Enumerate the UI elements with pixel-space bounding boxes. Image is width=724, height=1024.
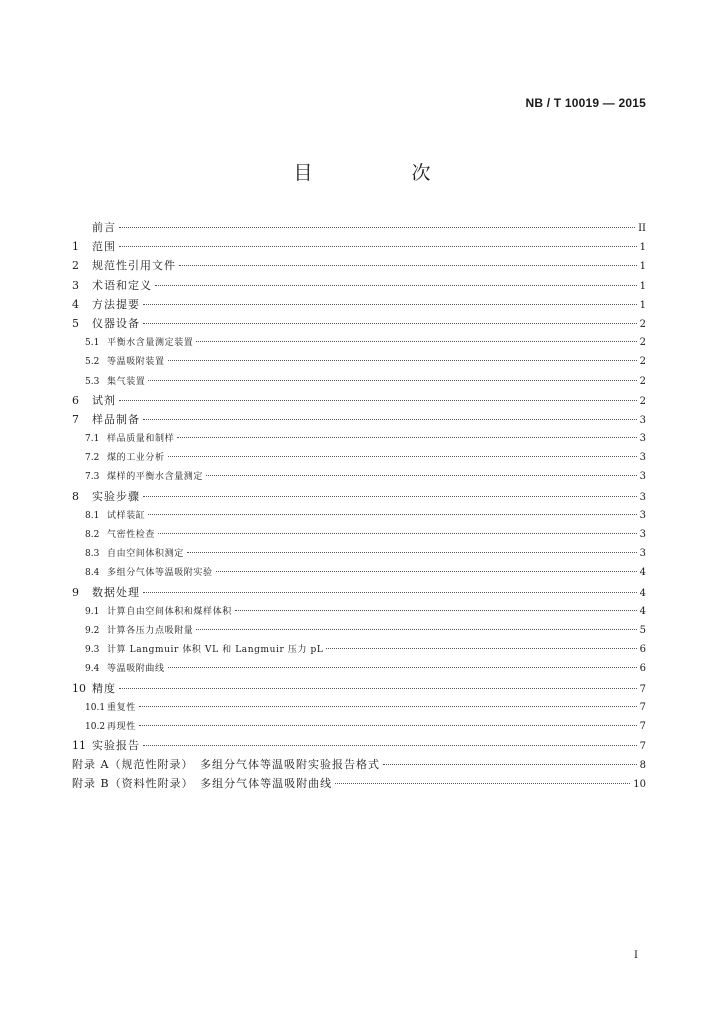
toc-entry-page: 5 xyxy=(639,624,646,636)
toc-entry-title: 数据处理 xyxy=(92,585,140,599)
toc-dot-leader xyxy=(143,496,637,497)
toc-entry-title: 再现性 xyxy=(107,721,136,732)
toc-entry-number: 7 xyxy=(72,412,79,426)
toc-entry-number: 9.3 xyxy=(85,645,100,656)
toc-dot-leader xyxy=(139,706,637,707)
toc-dot-leader xyxy=(143,323,637,324)
toc-entry-title: 集气装置 xyxy=(107,376,146,387)
toc-entry-page: 6 xyxy=(639,663,646,675)
toc-entry-page: 2 xyxy=(639,356,646,368)
toc-entry-page: 10 xyxy=(633,779,646,791)
toc-entry-page: 3 xyxy=(639,433,646,445)
toc-entry-title: 样品制备 xyxy=(92,412,140,426)
toc-entry-title: 前言 xyxy=(92,221,116,234)
toc-entry-number: 8 xyxy=(72,489,79,503)
toc-dot-leader xyxy=(179,265,637,266)
toc-entry[interactable] xyxy=(72,352,646,371)
toc-entry-page: 7 xyxy=(639,720,646,732)
toc-entry-number: 5.2 xyxy=(85,357,100,368)
toc-entry[interactable] xyxy=(72,717,646,736)
toc-entry-page: 4 xyxy=(639,605,646,617)
toc-entry[interactable] xyxy=(72,621,646,640)
toc-entry-page: 2 xyxy=(639,375,646,387)
toc-dot-leader xyxy=(177,437,636,438)
toc-entry[interactable] xyxy=(72,391,646,410)
toc-entry-number: 5.3 xyxy=(85,376,100,387)
toc-entry-page: 1 xyxy=(639,261,646,273)
toc-entry-page: 3 xyxy=(639,529,646,540)
toc-entry-page: 4 xyxy=(639,587,646,599)
toc-entry-title: 精度 xyxy=(92,681,116,695)
toc-entry[interactable] xyxy=(72,429,646,448)
toc-entry-page: 1 xyxy=(639,242,646,254)
toc-entry-title: 仪器设备 xyxy=(92,316,140,330)
toc-dot-leader xyxy=(326,648,636,649)
toc-dot-leader xyxy=(168,667,637,668)
toc-entry-page: 3 xyxy=(639,509,646,521)
toc-entry-page: 3 xyxy=(639,491,646,503)
toc-entry-page: 7 xyxy=(639,701,646,713)
toc-entry[interactable] xyxy=(72,640,646,659)
toc-entry-page: 3 xyxy=(639,414,646,426)
toc-entry[interactable] xyxy=(72,276,646,295)
page-title: 目 次 xyxy=(293,162,471,184)
toc-entry-title: 计算各压力点吸附量 xyxy=(107,625,194,636)
toc-dot-leader xyxy=(143,745,637,746)
toc-entry[interactable] xyxy=(72,487,646,506)
table-of-contents xyxy=(72,218,646,794)
toc-entry[interactable] xyxy=(72,698,646,717)
toc-entry[interactable] xyxy=(72,679,646,698)
page-number: I xyxy=(634,950,638,961)
toc-entry[interactable] xyxy=(72,602,646,621)
toc-entry[interactable] xyxy=(72,467,646,486)
toc-dot-leader xyxy=(216,571,637,572)
toc-entry-title: 试样装缸 xyxy=(107,510,146,521)
toc-entry[interactable] xyxy=(72,544,646,563)
toc-entry-title: 范围 xyxy=(92,240,116,254)
toc-entry[interactable] xyxy=(72,218,646,237)
toc-entry-title: 平衡水含量测定装置 xyxy=(107,338,194,349)
toc-entry-title: 样品质量和制样 xyxy=(107,434,175,445)
toc-entry-number: 8.4 xyxy=(85,568,100,579)
toc-entry[interactable] xyxy=(72,774,646,793)
toc-dot-leader xyxy=(119,400,637,401)
toc-entry-number: 8.3 xyxy=(85,549,100,560)
toc-entry[interactable] xyxy=(72,256,646,275)
toc-dot-leader xyxy=(143,304,637,305)
toc-dot-leader xyxy=(158,533,637,534)
toc-entry-title: 煤的工业分析 xyxy=(107,453,165,464)
toc-entry[interactable] xyxy=(72,314,646,333)
toc-entry[interactable] xyxy=(72,295,646,314)
toc-entry-page: 4 xyxy=(639,567,646,579)
toc-entry-page: II xyxy=(638,223,646,234)
toc-entry-page: 7 xyxy=(639,741,646,753)
toc-entry-title: 计算 Langmuir 体积 VL 和 Langmuir 压力 pL xyxy=(107,645,324,656)
toc-entry-title: 实验报告 xyxy=(92,739,140,753)
toc-dot-leader xyxy=(143,419,637,420)
toc-entry-page: 2 xyxy=(639,318,646,330)
toc-entry[interactable] xyxy=(72,506,646,525)
toc-entry-page: 3 xyxy=(639,452,646,464)
toc-entry-page: 3 xyxy=(639,471,646,483)
toc-entry-page: 1 xyxy=(639,299,646,311)
toc-entry-number: 10 xyxy=(72,681,86,695)
toc-entry-title: 重复性 xyxy=(107,702,136,713)
toc-entry-number: 11 xyxy=(72,739,86,753)
toc-entry-page: 6 xyxy=(639,644,646,656)
toc-entry[interactable] xyxy=(72,525,646,544)
toc-entry[interactable] xyxy=(72,410,646,429)
toc-dot-leader xyxy=(187,552,637,553)
toc-entry-number: 8.1 xyxy=(85,510,100,521)
toc-entry-title: 煤样的平衡水含量测定 xyxy=(107,472,204,483)
toc-entry-number: 9.4 xyxy=(85,664,100,675)
toc-entry-title: 术语和定义 xyxy=(92,278,152,292)
toc-dot-leader xyxy=(335,783,630,784)
toc-entry-page: 7 xyxy=(639,683,646,695)
toc-entry-page: 2 xyxy=(639,395,646,407)
toc-entry-page: 2 xyxy=(639,337,646,349)
toc-entry-title: 等温吸附装置 xyxy=(107,357,165,368)
toc-entry-number: 7.1 xyxy=(85,434,100,445)
toc-entry-title: 多组分气体等温吸附实验 xyxy=(107,568,213,579)
toc-entry-page: 1 xyxy=(639,280,646,292)
toc-entry[interactable] xyxy=(72,755,646,774)
toc-dot-leader xyxy=(119,688,637,689)
toc-entry-number: 7.3 xyxy=(85,472,100,483)
toc-entry-number: 2 xyxy=(72,259,79,273)
toc-entry-title: 附录 B（资料性附录） 多组分气体等温吸附曲线 xyxy=(72,777,333,791)
toc-dot-leader xyxy=(119,246,637,247)
toc-entry-number: 10.1 xyxy=(85,702,106,713)
toc-dot-leader xyxy=(155,285,637,286)
toc-entry[interactable] xyxy=(72,659,646,678)
toc-entry-number: 6 xyxy=(72,393,79,407)
toc-entry[interactable] xyxy=(72,372,646,391)
toc-dot-leader xyxy=(168,456,637,457)
toc-entry-title: 计算自由空间体积和煤样体积 xyxy=(107,606,232,617)
toc-dot-leader xyxy=(383,764,637,765)
toc-entry-title: 规范性引用文件 xyxy=(92,259,176,273)
toc-dot-leader xyxy=(143,592,637,593)
toc-entry-number: 3 xyxy=(72,278,79,292)
toc-dot-leader xyxy=(139,725,637,726)
toc-entry-title: 自由空间体积测定 xyxy=(107,549,184,560)
toc-entry-page: 8 xyxy=(639,760,646,772)
toc-entry-number: 1 xyxy=(72,240,79,254)
toc-entry-number: 4 xyxy=(72,297,79,311)
toc-entry-number: 7.2 xyxy=(85,453,100,464)
toc-entry-page: 3 xyxy=(639,548,646,560)
toc-entry-number: 5 xyxy=(72,316,79,330)
toc-dot-leader xyxy=(148,380,636,381)
toc-entry-title: 附录 A（规范性附录） 多组分气体等温吸附实验报告格式 xyxy=(72,758,380,772)
toc-entry-number: 10.2 xyxy=(85,721,106,732)
toc-dot-leader xyxy=(119,227,635,228)
standard-code: NB / T 10019 — 2015 xyxy=(525,96,646,110)
toc-dot-leader xyxy=(148,514,636,515)
toc-entry[interactable] xyxy=(72,448,646,467)
toc-entry-title: 试剂 xyxy=(92,393,116,407)
toc-entry-title: 方法提要 xyxy=(92,297,140,311)
toc-entry[interactable] xyxy=(72,583,646,602)
toc-dot-leader xyxy=(196,629,636,630)
toc-entry-number: 9.2 xyxy=(85,625,100,636)
toc-entry-title: 等温吸附曲线 xyxy=(107,664,165,675)
toc-entry[interactable] xyxy=(72,736,646,755)
toc-dot-leader xyxy=(206,475,637,476)
toc-entry-title: 气密性检查 xyxy=(107,530,156,540)
toc-entry[interactable] xyxy=(72,333,646,352)
toc-dot-leader xyxy=(196,341,636,342)
toc-entry-number: 8.2 xyxy=(85,530,100,540)
toc-dot-leader xyxy=(235,610,637,611)
toc-entry[interactable] xyxy=(72,237,646,256)
toc-entry-number: 9 xyxy=(72,585,79,599)
toc-entry-title: 实验步骤 xyxy=(92,489,140,503)
toc-entry-number: 5.1 xyxy=(85,338,100,349)
toc-entry[interactable] xyxy=(72,563,646,582)
toc-entry-number: 9.1 xyxy=(85,606,100,617)
toc-dot-leader xyxy=(168,360,637,361)
